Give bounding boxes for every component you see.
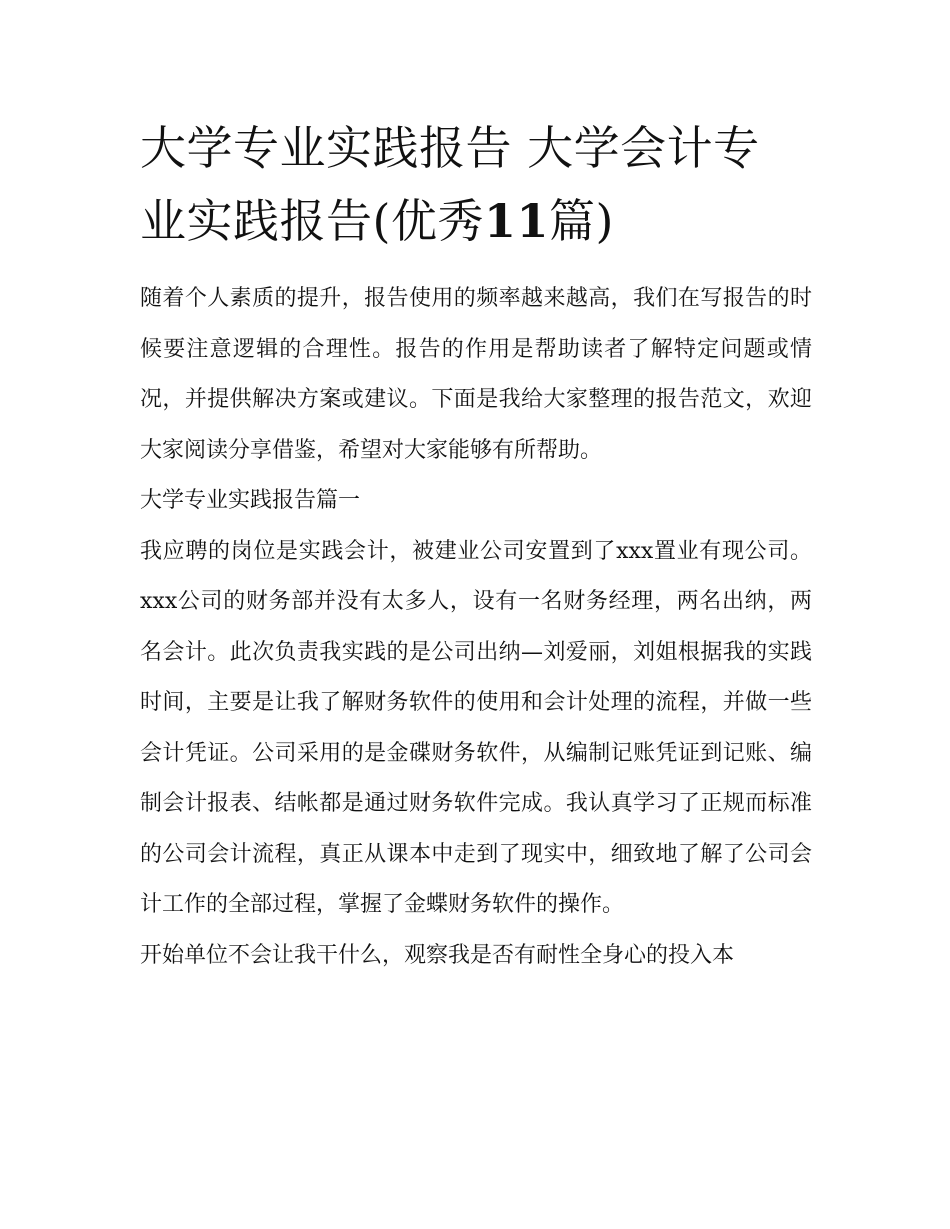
title-line-2-number: 11 (483, 194, 549, 248)
title-line-2-end: 篇) (548, 194, 614, 248)
body-paragraph-2: 开始单位不会让我干什么，观察我是否有耐性全身心的投入本 (140, 942, 735, 968)
section-heading: 大学专业实践报告篇一 (140, 488, 361, 513)
document-title (140, 112, 812, 258)
document-body (140, 112, 812, 981)
intro-paragraph: 随着个人素质的提升，报告使用的频率越来越高，我们在写报告的时候要注意逻辑的合理性。报告的作用是帮助读者了解特定问题或情况，并提供解决方案或建议。下面是我给大家整理的报告范文，欢迎大家阅读分享借鉴，希望对大家能够有所帮助。 (140, 286, 812, 463)
title-line-1: 大学专业实践报告 大学会计专 (140, 121, 760, 175)
body-paragraph-1: 我应聘的岗位是实践会计，被建业公司安置到了xxx置业有现公司。xxx公司的财务部并没有太多人，设有一名财务经理，两名出纳，两名会计。此次负责我实践的是公司出纳—刘爱丽，刘姐根据我的实践时间，主要是让我了解财务软件的使用和会计处理的流程，并做一些会计凭证。公司采用的是金碟财务软件，从编制记账凭证到记账、编制会计报表、结帐都是通过财务软件完成。我认真学习了正规而标准的公司会计流程，真正从课本中走到了现实中，细致地了解了公司会计工作的全部过程，掌握了金蝶财务软件的操作。 (140, 538, 812, 917)
title-line-2-start: 业实践报告(优秀 (140, 194, 484, 248)
